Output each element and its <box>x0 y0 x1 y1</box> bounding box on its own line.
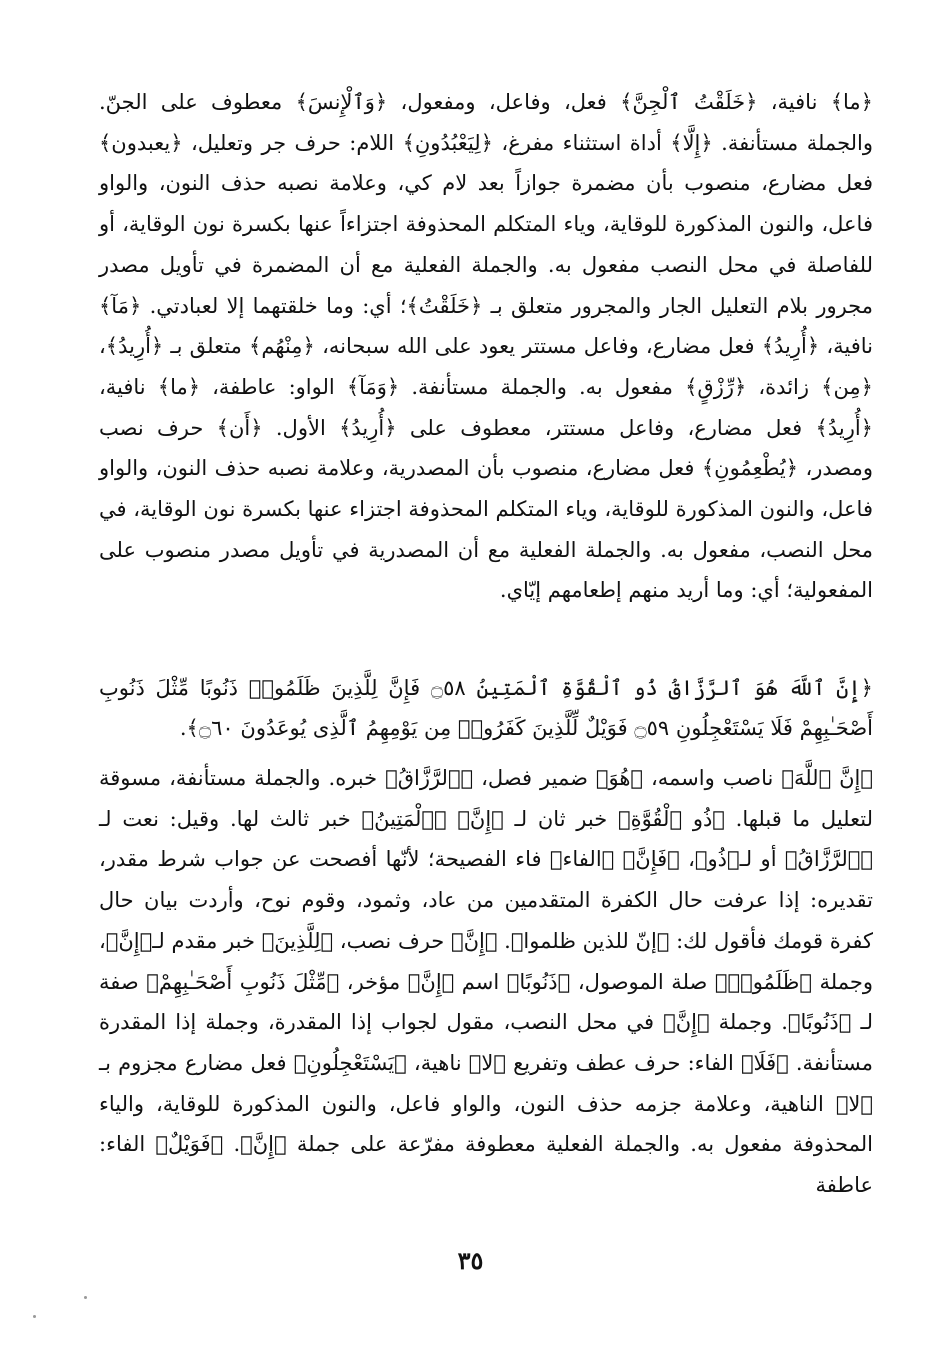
paragraph-text: ﴿إِنَّ ٱللَّهَ﴾ ناصب واسمه، ﴿هُوَ﴾ ضمير فصل، ﴿ٱلرَّزَّاقُ﴾ خبره. والجملة مستأنفة، مسوقة لتعليل ما قبلها. ﴿ذُو ٱلْقُوَّةِ﴾ خبر ثان لـ ﴿إِنَّ﴾ ﴿ٱلْمَتِينُ﴾ خبر ثالث لها. وقيل: نعت لـ ﴿ٱلرَّزَّاقُ﴾ أو لـ﴿ذُو﴾، ﴿فَإِنَّ﴾ ﴿الفاء﴾ فاء الفصيحة؛ لأنّها أفصحت عن جواب شرط مقدر، تقديره: إذا عرفت حال الكفرة المتقدمين من عاد، وثمود، وقوم نوح، وأردت بيان حال كفرة قومك فأقول لك: ﴿إنّ للذين ظلموا﴾. ﴿إِنَّ﴾ حرف نصب، ﴿لِلَّذِينَ﴾ خبر مقدم لـ﴿إِنَّ﴾، وجملة ﴿ظَلَمُوا۟﴾ صلة الموصول، ﴿ذَنُوبًا﴾ اسم ﴿إِنَّ﴾ مؤخر، ﴿مِّثْلَ ذَنُوبِ أَصْحَـٰبِهِمْ﴾ صفة لـ ﴿ذَنُوبًا﴾. وجملة ﴿إِنَّ﴾ في محل النصب، مقول لجواب إذا المقدرة، وجملة إذا المقدرة مستأنفة. ﴿فَلَا﴾ الفاء: حرف عطف وتفريع ﴿لا﴾ ناهية، ﴿يَسْتَعْجِلُونِ﴾ فعل مضارع مجزوم بـ ﴿لا﴾ الناهية، وعلامة جزمه حذف النون، والواو فاعل، والنون المذكورة للوقاية، والياء المحذوفة مفعول به. والجملة الفعلية معطوفة مفرّعة على جملة ﴿إِنَّ﴾. ﴿فَوَيْلٌ﴾ الفاء: عاطفة <box>99 766 873 1198</box>
commentary-paragraph <box>99 82 873 611</box>
commentary-paragraph <box>99 758 873 1206</box>
scan-speck <box>33 1315 36 1318</box>
verse-text: ﴿إِنَّ ٱللَّهَ هُوَ ٱلرَّزَّاقُ ذُو ٱلْقُوَّةِ ٱلْمَتِينُ ۝٥٨ فَإِنَّ لِلَّذِينَ ظَلَمُوا۟ ذَنُوبًا مِّثْلَ ذَنُوبِ أَصْحَـٰبِهِمْ فَلَا يَسْتَعْجِلُونِ ۝٥٩ فَوَيْلٌ لِّلَّذِينَ كَفَرُوا۟ مِن يَوْمِهِمُ ٱلَّذِى يُوعَدُونَ ۝٦٠﴾. <box>99 676 873 740</box>
paragraph-text: ﴿ما﴾ نافية، ﴿خَلَقْتُ ٱلْجِنَّ﴾ فعل، وفاعل، ومفعول، ﴿وَٱلْإِنسَ﴾ معطوف على الجنّ. والجملة مستأنفة. ﴿إِلَّا﴾ أداة استثناء مفرغ، ﴿لِيَعْبُدُونِ﴾ اللام: حرف جر وتعليل، ﴿يعبدون﴾ فعل مضارع، منصوب بأن مضمرة جوازاً بعد لام كي، وعلامة نصبه حذف النون، والواو فاعل، والنون المذكورة للوقاية، وياء المتكلم المحذوفة اجتزاءاً عنها بكسرة نون الوقاية، أو للفاصلة في محل النصب مفعول به. والجملة الفعلية مع أن المضمرة في تأويل مصدر مجرور بلام التعليل الجار والمجرور متعلق بـ ﴿خَلَقْتُ﴾؛ أي: وما خلقتهما إلا لعبادتي. ﴿مَآ﴾ نافية، ﴿أُرِيدُ﴾ فعل مضارع، وفاعل مستتر يعود على الله سبحانه، ﴿مِنْهُم﴾ متعلق بـ ﴿أُرِيدُ﴾، ﴿مِن﴾ زائدة، ﴿رِّزْقٍ﴾ مفعول به. والجملة مستأنفة. ﴿وَمَآ﴾ الواو: عاطفة، ﴿ما﴾ نافية، ﴿أُرِيدُ﴾ فعل مضارع، وفاعل مستتر، معطوف على ﴿أُرِيدُ﴾ الأول. ﴿أَن﴾ حرف نصب ومصدر، ﴿يُطْعِمُونِ﴾ فعل مضارع، منصوب بأن المصدرية، وعلامة نصبه حذف النون، والواو فاعل، والنون المذكورة للوقاية، وياء المتكلم المحذوفة اجتزاء عنها بكسرة نون الوقاية، في محل النصب، مفعول به. والجملة الفعلية مع أن المصدرية في تأويل مصدر منصوب على المفعولية؛ أي: وما أريد منهم إطعامهم إيّاي. <box>99 90 873 603</box>
page-number: ٣٥ <box>457 1246 484 1275</box>
quran-verse <box>99 668 873 748</box>
scan-speck <box>84 1296 87 1299</box>
